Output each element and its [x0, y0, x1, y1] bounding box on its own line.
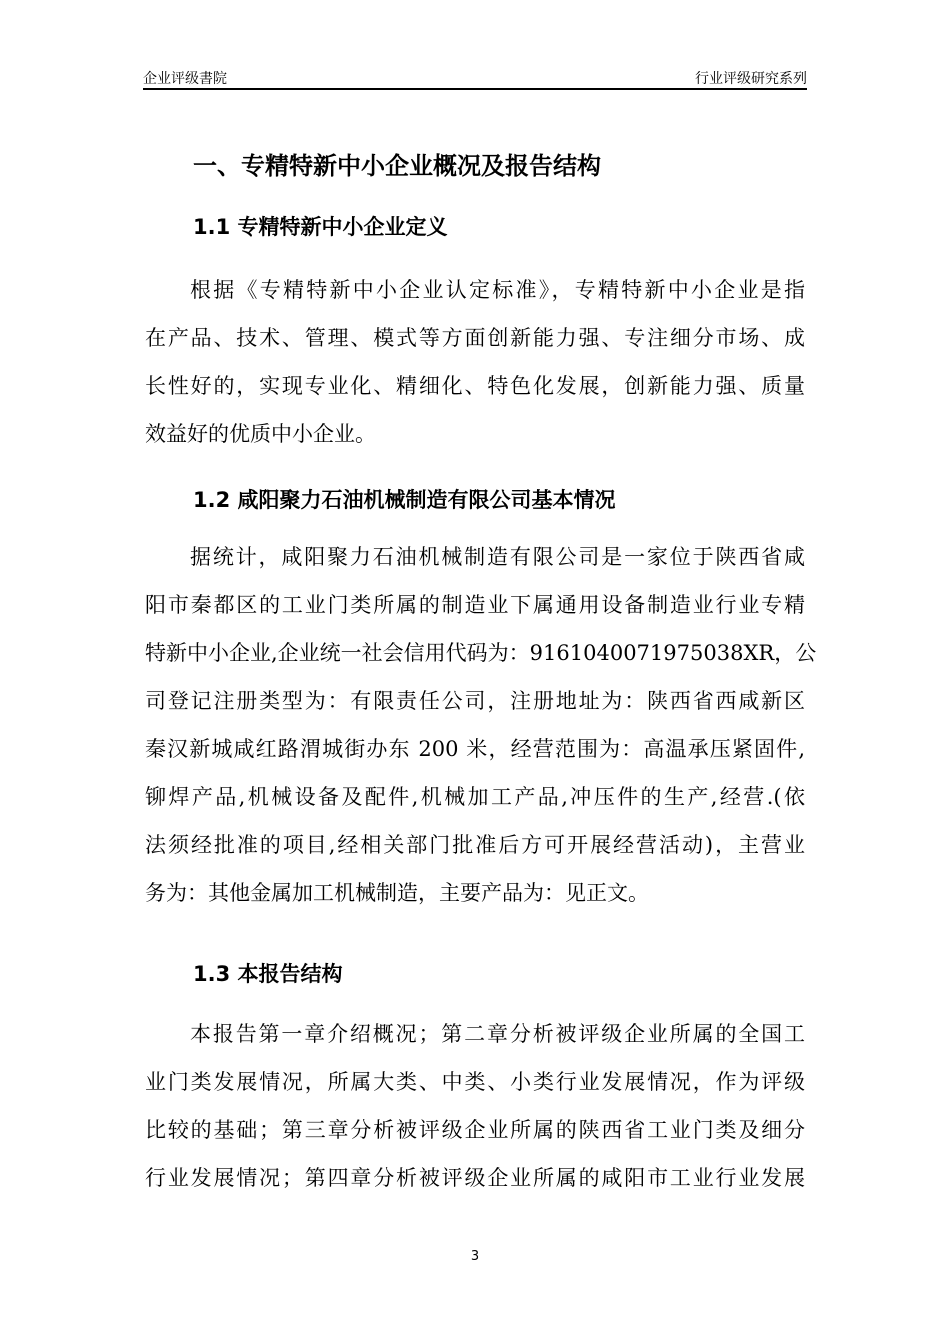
paragraph-1-1 [145, 266, 805, 458]
text-line: 据统计，咸阳聚力石油机械制造有限公司是一家位于陕西省咸 [190, 545, 805, 569]
text-line: 秦汉新城咸红路渭城街办东 200 米，经营范围为：高温承压紧固件, [145, 737, 805, 761]
text-line: 阳市秦都区的工业门类所属的制造业下属通用设备制造业行业专精 [145, 593, 805, 617]
text-line: 司登记注册类型为：有限责任公司，注册地址为：陕西省西咸新区 [145, 689, 805, 713]
section-heading-1-2: 1.2 咸阳聚力石油机械制造有限公司基本情况 [193, 488, 616, 512]
text-line: 铆焊产品,机械设备及配件,机械加工产品,冲压件的生产,经营.(依 [145, 785, 805, 809]
text-line: 比较的基础；第三章分析被评级企业所属的陕西省工业门类及细分 [145, 1118, 805, 1142]
section-heading-1-1: 1.1 专精特新中小企业定义 [193, 215, 448, 239]
text-line: 效益好的优质中小企业。 [145, 422, 376, 446]
paragraph-1-3 [145, 1010, 805, 1202]
page-number: 3 [470, 1249, 480, 1264]
text-line: 行业发展情况；第四章分析被评级企业所属的咸阳市工业行业发展 [145, 1166, 805, 1190]
text-line: 特新中小企业,企业统一社会信用代码为：9161040071975038XR，公 [145, 641, 817, 665]
text-line: 务为：其他金属加工机械制造，主要产品为：见正文。 [145, 881, 649, 905]
text-line: 业门类发展情况，所属大类、中类、小类行业发展情况，作为评级 [145, 1070, 805, 1094]
text-line: 本报告第一章介绍概况；第二章分析被评级企业所属的全国工 [190, 1022, 805, 1046]
header-rule [143, 88, 807, 90]
section-heading-1-3: 1.3 本报告结构 [193, 962, 343, 986]
header-right: 行业评级研究系列 [695, 71, 807, 87]
header-left: 企业评级書院 [143, 71, 227, 87]
paragraph-1-2 [145, 533, 817, 917]
text-line: 根据《专精特新中小企业认定标准》，专精特新中小企业是指 [190, 278, 805, 302]
text-line: 在产品、技术、管理、模式等方面创新能力强、专注细分市场、成 [145, 326, 805, 350]
text-line: 法须经批准的项目,经相关部门批准后方可开展经营活动)，主营业 [145, 833, 805, 857]
text-line: 长性好的，实现专业化、精细化、特色化发展，创新能力强、质量 [145, 374, 805, 398]
chapter-title: 一、专精特新中小企业概况及报告结构 [193, 152, 601, 180]
